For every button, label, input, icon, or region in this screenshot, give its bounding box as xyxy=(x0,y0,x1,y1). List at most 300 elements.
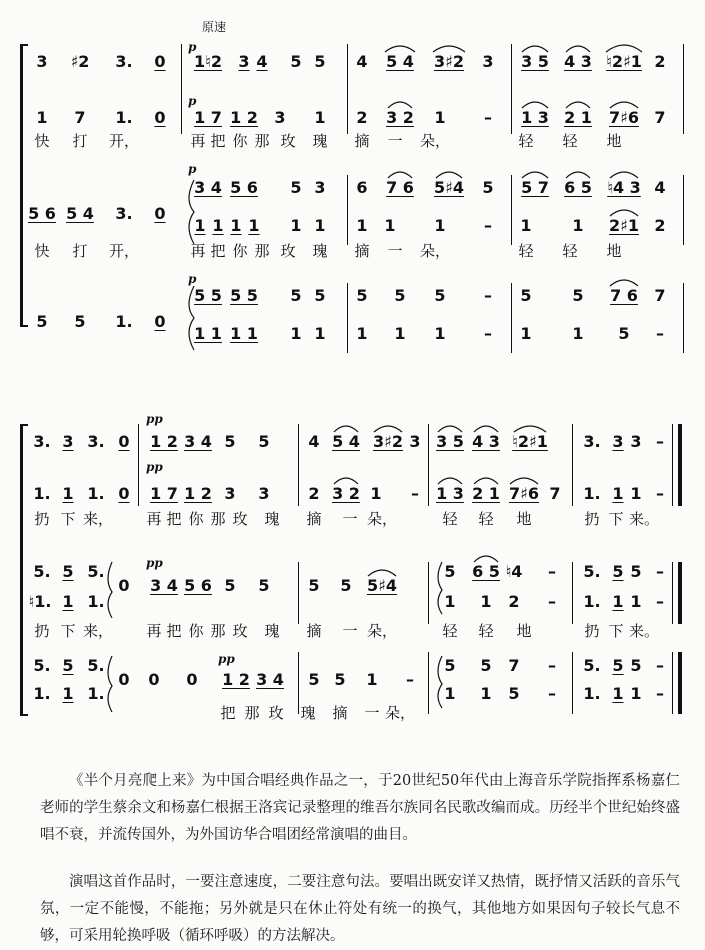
note: 4 xyxy=(308,432,320,451)
note: 5 xyxy=(480,656,492,675)
note: ♮4 3 xyxy=(607,178,641,197)
note: 5 xyxy=(258,576,270,595)
note: 6 5 xyxy=(472,562,500,581)
note: 1 xyxy=(434,216,446,235)
note: 1 xyxy=(434,324,446,343)
note: 3 4 xyxy=(194,178,222,197)
lyric: 你 xyxy=(188,510,204,528)
note: – xyxy=(548,656,556,675)
voice-brace xyxy=(189,286,194,350)
note: 6 5 xyxy=(564,178,592,197)
note: 1 xyxy=(248,216,260,235)
lyric: 你 xyxy=(232,242,248,260)
note: 5 xyxy=(482,178,494,197)
note: – xyxy=(656,484,664,503)
lyric: 瑰 xyxy=(264,622,280,640)
lyric: 来， xyxy=(82,510,114,528)
note: ♮1. xyxy=(28,592,52,611)
note: 3 5 xyxy=(436,432,464,451)
note: 1 xyxy=(434,108,446,127)
dynamic-marking: p xyxy=(188,94,197,108)
note: 5 xyxy=(340,576,352,595)
slur xyxy=(566,172,590,178)
note: 5 xyxy=(36,312,48,331)
lyric: 一 xyxy=(387,242,403,260)
lyric: 那 xyxy=(210,622,226,640)
slur xyxy=(388,172,412,178)
note: 1 xyxy=(356,216,368,235)
note: 1. xyxy=(87,484,105,503)
note: 1 xyxy=(394,324,406,343)
slur xyxy=(438,478,462,484)
note: 0 xyxy=(154,312,166,331)
note: 1. xyxy=(115,312,133,331)
note: 5 xyxy=(314,286,326,305)
note: 5 xyxy=(612,656,624,675)
note: 1. xyxy=(33,684,51,703)
slur xyxy=(474,478,498,484)
note: 1 xyxy=(384,216,396,235)
lyric: 一 xyxy=(364,704,380,722)
slur xyxy=(433,46,465,52)
note: 5 xyxy=(612,562,624,581)
slur xyxy=(388,102,412,108)
note: 5 4 xyxy=(332,432,360,451)
note: 6 xyxy=(356,178,368,197)
note: 5♯4 xyxy=(366,576,398,595)
note: 1 xyxy=(630,592,642,611)
note: 7 6 xyxy=(386,178,414,197)
note: 5 7 xyxy=(521,178,549,197)
note: 3 4 xyxy=(256,670,284,689)
lyric: 地 xyxy=(606,132,622,150)
note: 2 xyxy=(308,484,320,503)
lyric: 你 xyxy=(232,132,248,150)
note: 7 xyxy=(654,108,666,127)
lyric: 那 xyxy=(244,704,260,722)
slur xyxy=(438,426,462,432)
note: 0 xyxy=(148,670,160,689)
lyric: 地 xyxy=(606,242,622,260)
note: 5 xyxy=(630,656,642,675)
note: – xyxy=(411,484,419,503)
note: 5 xyxy=(224,576,236,595)
slur xyxy=(566,102,590,108)
slur xyxy=(510,478,538,484)
lyric: 下 xyxy=(608,622,624,640)
note: 3. xyxy=(583,432,601,451)
lyric: 把 xyxy=(166,510,182,528)
dynamic-marking: p xyxy=(188,272,197,286)
note: 1 xyxy=(62,684,74,703)
lyric: 那 xyxy=(254,242,270,260)
dynamic-marking: pp xyxy=(146,412,163,426)
dynamic-marking: pp xyxy=(146,556,163,570)
note: 1 xyxy=(36,108,48,127)
lyric: 玫 xyxy=(232,510,248,528)
note: 3 xyxy=(409,432,421,451)
note: 5 5 xyxy=(194,286,222,305)
lyric: 摘 xyxy=(306,622,322,640)
note: 2 xyxy=(654,52,666,71)
slur xyxy=(474,426,498,432)
lyric: 开， xyxy=(108,132,140,150)
note: 5 xyxy=(290,178,302,197)
note: 3. xyxy=(33,432,51,451)
note: 0 xyxy=(186,670,198,689)
note: 5 6 xyxy=(230,178,258,197)
note: 1 xyxy=(444,592,456,611)
lyric: 轻 xyxy=(442,622,458,640)
note: 7 xyxy=(508,656,520,675)
note: 1 2 xyxy=(230,108,258,127)
lyric: 把 xyxy=(166,622,182,640)
note: 1. xyxy=(583,684,601,703)
note: 5 xyxy=(308,576,320,595)
note: 4 3 xyxy=(564,52,592,71)
description-paragraph: 《半个月亮爬上来》为中国合唱经典作品之一，于20世纪50年代由上海音乐学院指挥系杨嘉仁老师的学生蔡余文和杨嘉仁根据王洛宾记录整理的维吾尔族同名民歌改编而成。历经半个世纪始终盛唱不衰，并流传国外，为外国访华合唱团经常演唱的曲目。 xyxy=(40,773,680,843)
note: 1 7 xyxy=(150,484,178,503)
note: 7♯6 xyxy=(508,484,540,503)
note: 5. xyxy=(33,562,51,581)
slur xyxy=(334,478,358,484)
note: – xyxy=(656,324,664,343)
note: 4 xyxy=(256,52,268,71)
note: 3 xyxy=(224,484,236,503)
note: 1 xyxy=(314,108,326,127)
note: 1 2 xyxy=(150,432,178,451)
lyric: 瑰 xyxy=(312,242,328,260)
lyric: 摘 xyxy=(332,704,348,722)
lyric: 朵， xyxy=(419,242,451,260)
note: 1 xyxy=(480,684,492,703)
lyric: 把 xyxy=(220,704,236,722)
note: – xyxy=(656,656,664,675)
voice-brace xyxy=(438,562,442,614)
note: 2 xyxy=(654,216,666,235)
slur xyxy=(522,172,548,178)
tempo-marking: 原速 xyxy=(202,20,227,34)
voice-brace xyxy=(438,656,442,708)
note: 1. xyxy=(583,484,601,503)
slur xyxy=(474,556,498,562)
note: 3 xyxy=(630,432,642,451)
slur xyxy=(610,280,638,286)
note: 2 1 xyxy=(472,484,500,503)
voice-brace xyxy=(189,180,194,244)
lyric: 再 xyxy=(146,622,162,640)
lyric: 朵， xyxy=(419,132,451,150)
note: 1♮2 xyxy=(194,52,222,71)
note: 5 6 xyxy=(28,204,56,223)
note: 3. xyxy=(115,52,133,71)
note: – xyxy=(548,592,556,611)
note: 5. xyxy=(583,656,601,675)
lyric: 来。 xyxy=(628,622,660,640)
lyric: 轻 xyxy=(478,622,494,640)
note: 5 xyxy=(290,52,302,71)
note: – xyxy=(406,670,414,689)
note: 3 xyxy=(258,484,270,503)
lyric: 地 xyxy=(516,622,532,640)
note: ♮4 xyxy=(505,562,523,581)
lyric: 摘 xyxy=(354,242,370,260)
note: 7 xyxy=(549,484,561,503)
note: 1 xyxy=(480,592,492,611)
note: 1 xyxy=(212,216,224,235)
note: 5♯4 xyxy=(433,178,465,197)
lyric: 玫 xyxy=(268,704,284,722)
note: 5 xyxy=(62,562,74,581)
note: 3 xyxy=(274,108,286,127)
voice-brace xyxy=(108,562,112,618)
note: ♮2♯1 xyxy=(512,432,548,451)
note: 1 xyxy=(612,484,624,503)
lyric: 扔 xyxy=(584,622,600,640)
note: 1 xyxy=(290,324,302,343)
note: 3 xyxy=(238,52,250,71)
note: 5 xyxy=(434,286,446,305)
slur xyxy=(374,426,402,432)
note: 1 xyxy=(314,324,326,343)
note: 1 xyxy=(194,216,206,235)
lyric: 轻 xyxy=(478,510,494,528)
note: 0 xyxy=(118,432,130,451)
note: 0 xyxy=(154,108,166,127)
note: – xyxy=(656,562,664,581)
note: 2 xyxy=(508,592,520,611)
lyric: 来。 xyxy=(628,510,660,528)
note: 5 xyxy=(630,562,642,581)
note: 0 xyxy=(118,484,130,503)
note: – xyxy=(656,684,664,703)
note: 0 xyxy=(154,52,166,71)
note: 1 xyxy=(314,216,326,235)
note: 1 xyxy=(612,592,624,611)
note: 1. xyxy=(583,592,601,611)
lyric: 轻 xyxy=(562,242,578,260)
note: – xyxy=(484,324,492,343)
note: 1 xyxy=(230,216,242,235)
note: 4 xyxy=(356,52,368,71)
note: ♮2♯1 xyxy=(606,52,642,71)
note: 2 1 xyxy=(564,108,592,127)
lyric: 地 xyxy=(516,510,532,528)
note: 7 xyxy=(654,286,666,305)
note: 5 4 xyxy=(66,204,94,223)
note: – xyxy=(484,286,492,305)
lyric: 那 xyxy=(210,510,226,528)
lyric: 下 xyxy=(608,510,624,528)
note: 1. xyxy=(87,592,105,611)
note: 1 xyxy=(62,592,74,611)
note: 1 xyxy=(572,324,584,343)
lyric: 下 xyxy=(60,622,76,640)
lyric: 来， xyxy=(82,622,114,640)
lyric: 轻 xyxy=(562,132,578,150)
note: 3 xyxy=(482,52,494,71)
slur xyxy=(522,102,548,108)
note: 1 3 xyxy=(521,108,549,127)
note: 5 xyxy=(444,656,456,675)
note: 1 1 xyxy=(230,324,258,343)
note: 0 xyxy=(118,576,130,595)
performance-notes-paragraph: 演唱这首作品时，一要注意速度，二要注意句法。要唱出既安详又热情，既抒情又活跃的音乐气氛，一定不能慢，不能拖；另外就是只在休止符处有统一的换气，其他地方如果因句子较长气息不够，可采用轮换呼吸（循环呼吸）的方法解决。 xyxy=(40,874,680,944)
note: 3 5 xyxy=(521,52,549,71)
note: 1. xyxy=(33,484,51,503)
slur xyxy=(514,426,546,432)
lyric: 朵， xyxy=(366,622,398,640)
note: 1 xyxy=(366,670,378,689)
note: 1 xyxy=(520,324,532,343)
note: 1 2 xyxy=(184,484,212,503)
slur xyxy=(334,426,358,432)
note: 3 xyxy=(36,52,48,71)
lyric: 轻 xyxy=(442,510,458,528)
note: 3 xyxy=(314,178,326,197)
note: 2♯1 xyxy=(608,216,640,235)
lyric: 那 xyxy=(254,132,270,150)
lyric: 扔 xyxy=(34,622,50,640)
note: 1 xyxy=(444,684,456,703)
note: – xyxy=(656,432,664,451)
lyric: 一 xyxy=(342,510,358,528)
lyric: 摘 xyxy=(354,132,370,150)
lyric: 你 xyxy=(188,622,204,640)
note: 5. xyxy=(33,656,51,675)
dynamic-marking: pp xyxy=(218,652,235,666)
slur xyxy=(436,172,462,178)
note: 1. xyxy=(115,108,133,127)
note: – xyxy=(484,108,492,127)
note: 1 1 xyxy=(194,324,222,343)
slur xyxy=(610,102,638,108)
lyric: 一 xyxy=(387,132,403,150)
slur xyxy=(522,46,548,52)
note: 1 xyxy=(290,216,302,235)
lyric: 快 xyxy=(34,132,50,150)
lyric: 玫 xyxy=(232,622,248,640)
note: 0 xyxy=(118,670,130,689)
note: 5 xyxy=(572,286,584,305)
lyric: 快 xyxy=(34,242,50,260)
note: – xyxy=(548,684,556,703)
note: 0 xyxy=(154,204,166,223)
lyric: 打 xyxy=(72,132,88,150)
slur xyxy=(610,210,638,216)
note: 7 xyxy=(74,108,86,127)
note: 7 6 xyxy=(610,286,638,305)
note: 3 2 xyxy=(386,108,414,127)
lyric: 一 xyxy=(342,622,358,640)
note: 1 xyxy=(62,484,74,503)
lyric: 轻 xyxy=(518,132,534,150)
note: 1 xyxy=(356,324,368,343)
note: 1 xyxy=(630,484,642,503)
note: 7♯6 xyxy=(608,108,640,127)
note: 5 xyxy=(356,286,368,305)
note: 1 2 xyxy=(222,670,250,689)
note: 5 xyxy=(308,670,320,689)
dynamic-marking: p xyxy=(188,162,197,176)
note: – xyxy=(548,562,556,581)
note: 5 5 xyxy=(230,286,258,305)
note: 5. xyxy=(87,656,105,675)
lyric: 轻 xyxy=(518,242,534,260)
lyric: 下 xyxy=(60,510,76,528)
slur xyxy=(610,172,638,178)
note: – xyxy=(656,592,664,611)
note: 3 2 xyxy=(332,484,360,503)
note: 3. xyxy=(115,204,133,223)
lyric: 玫 xyxy=(280,132,296,150)
note: 3 4 xyxy=(184,432,212,451)
lyric: 摘 xyxy=(306,510,322,528)
note: 2 xyxy=(356,108,368,127)
note: 1. xyxy=(87,684,105,703)
note: 1 7 xyxy=(194,108,222,127)
note: 5 xyxy=(74,312,86,331)
note: 5 xyxy=(394,286,406,305)
slur xyxy=(566,46,590,52)
note: 5 xyxy=(334,670,346,689)
note: 5 4 xyxy=(386,52,414,71)
lyric: 把 xyxy=(210,242,226,260)
lyric: 瑰 xyxy=(312,132,328,150)
note: 5 xyxy=(314,52,326,71)
lyric: 瑰 xyxy=(300,704,316,722)
note: ♯2 xyxy=(70,52,90,71)
note: 5 xyxy=(618,324,630,343)
note: 1 3 xyxy=(436,484,464,503)
note: – xyxy=(484,216,492,235)
lyric: 再 xyxy=(146,510,162,528)
note: 4 3 xyxy=(472,432,500,451)
lyric: 把 xyxy=(210,132,226,150)
dynamic-marking: p xyxy=(188,40,197,54)
lyric: 朵， xyxy=(366,510,398,528)
note: 5 xyxy=(224,432,236,451)
lyric: 再 xyxy=(190,242,206,260)
note: 3 xyxy=(612,432,624,451)
note: 1 xyxy=(572,216,584,235)
note: 4 xyxy=(654,178,666,197)
note: 5 xyxy=(520,286,532,305)
note: 1 xyxy=(630,684,642,703)
note: 5. xyxy=(583,562,601,581)
lyric: 扔 xyxy=(584,510,600,528)
note: 5 xyxy=(508,684,520,703)
slur xyxy=(368,570,396,576)
lyric: 玫 xyxy=(280,242,296,260)
note: 5 xyxy=(62,656,74,675)
note: 3♯2 xyxy=(433,52,465,71)
note: 5 xyxy=(258,432,270,451)
note: 5 xyxy=(444,562,456,581)
slur xyxy=(385,46,415,52)
note: 3 xyxy=(62,432,74,451)
dynamic-marking: pp xyxy=(146,460,163,474)
lyric: 扔 xyxy=(34,510,50,528)
note: 3. xyxy=(87,432,105,451)
note: 5 xyxy=(290,286,302,305)
slur xyxy=(606,45,642,52)
lyric: 开， xyxy=(108,242,140,260)
note: 1 xyxy=(370,484,382,503)
lyric: 瑰 xyxy=(264,510,280,528)
lyric: 朵， xyxy=(384,704,416,722)
note: 1 xyxy=(612,684,624,703)
